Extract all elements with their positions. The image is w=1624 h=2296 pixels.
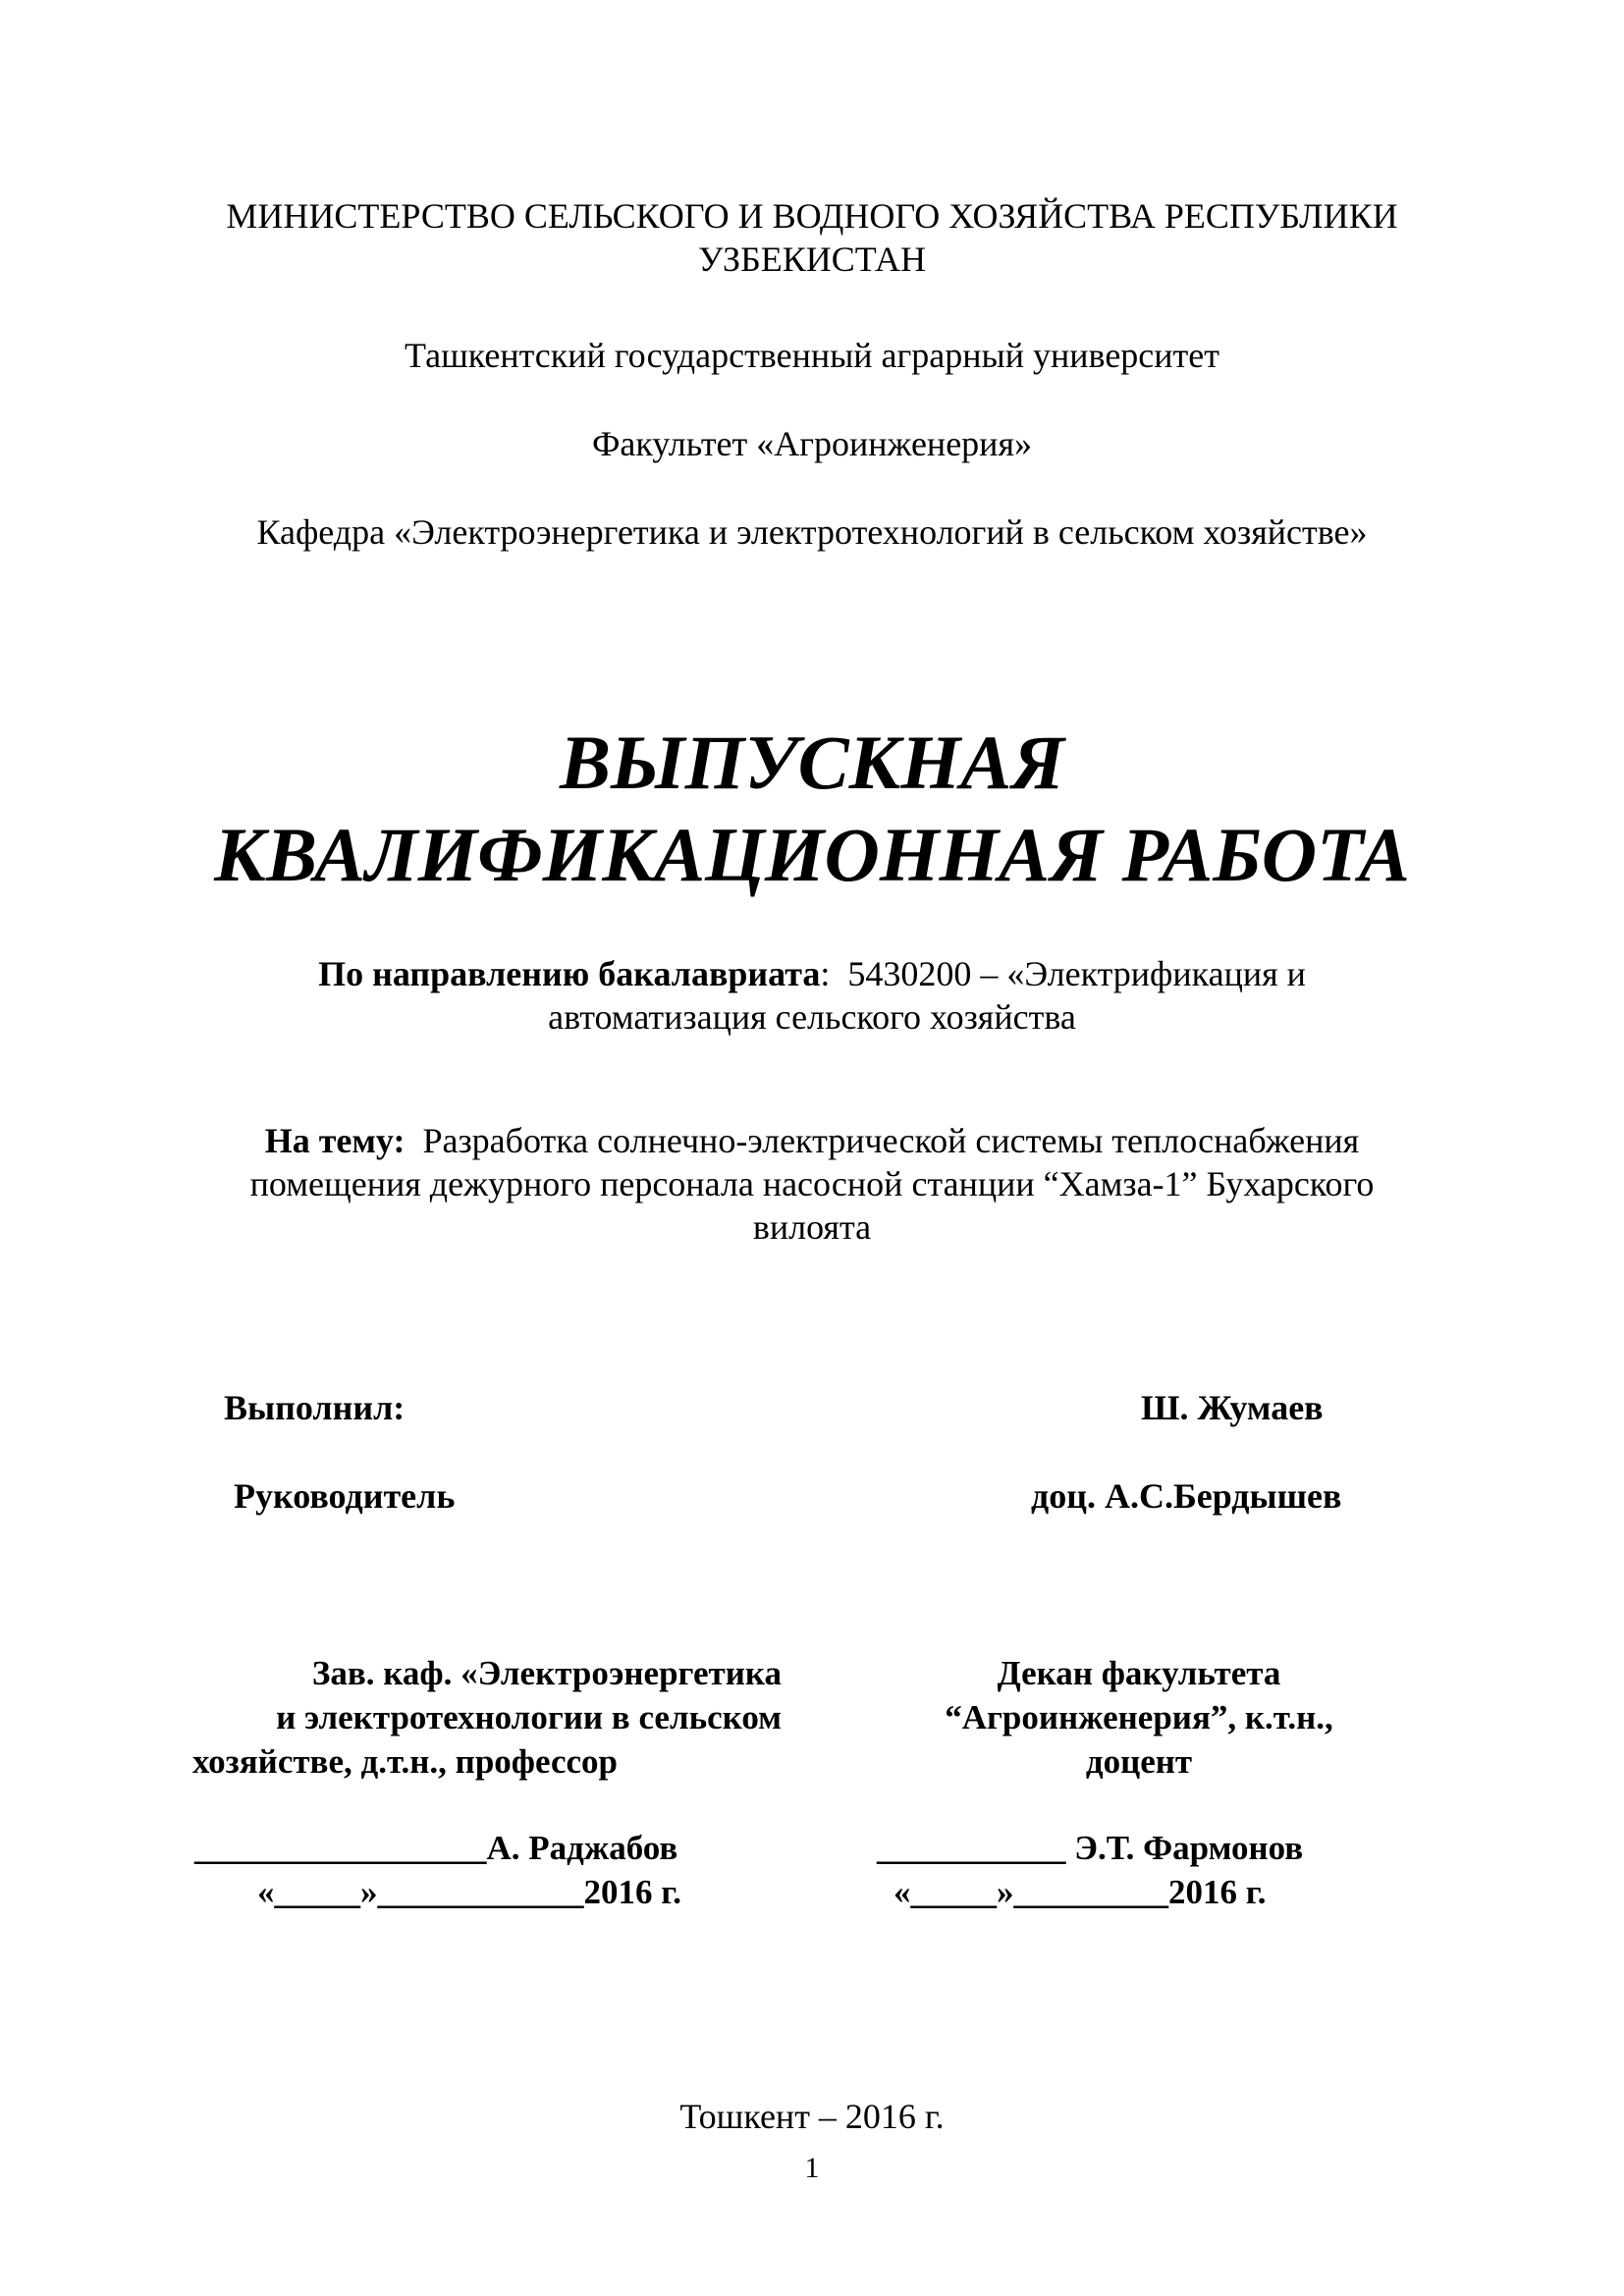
title-line-1: ВЫПУСКНАЯ	[560, 720, 1064, 805]
direction-value-2: автоматизация сельского хозяйства	[548, 997, 1076, 1037]
supervisor-name: доц. А.С.Бердышев	[1031, 1476, 1342, 1516]
hod-signature-line: _________________А. Раджабов	[194, 1829, 678, 1867]
dean-line-2: “Агроинженерия”, к.т.н.,	[945, 1698, 1333, 1736]
title-line-2: КВАЛИФИКАЦИОННАЯ РАБОТА	[214, 812, 1410, 897]
supervisor-label: Руководитель	[234, 1476, 456, 1516]
page-number: 1	[804, 2152, 820, 2184]
direction-block	[0, 952, 1624, 1039]
ministry-line-2: УЗБЕКИСТАН	[698, 240, 926, 279]
hod-line-1: Зав. каф. «Электроэнергетика	[311, 1654, 782, 1692]
faculty-name: Факультет «Агроинженерия»	[591, 424, 1032, 463]
dean-line-1: Декан факультета	[997, 1654, 1281, 1692]
topic-value-3: вилоята	[752, 1207, 872, 1247]
topic-value-2: помещения дежурного персонала насосной станции “Хамза-1” Бухарского	[249, 1164, 1375, 1203]
hod-date-line: «_____»____________2016 г.	[257, 1873, 681, 1911]
city-year: Тошкент – 2016 г.	[679, 2097, 945, 2136]
dean-title	[864, 1651, 1414, 1784]
topic-block	[0, 1119, 1624, 1249]
hod-line-3: хозяйстве, д.т.н., профессор	[192, 1742, 619, 1781]
performed-name: Ш. Жумаев	[1141, 1388, 1324, 1427]
direction-label: По направлению бакалавриата	[318, 954, 821, 993]
document-title	[0, 717, 1624, 901]
university-name: Ташкентский государственный аграрный университет	[405, 336, 1219, 375]
dean-signature-line: ___________ Э.Т. Фармонов	[877, 1829, 1304, 1867]
topic-label: На тему:	[264, 1121, 406, 1160]
ministry-line-1: МИНИСТЕРСТВО СЕЛЬСКОГО И ВОДНОГО ХОЗЯЙСТВА РЕСПУБЛИКИ	[226, 196, 1398, 236]
hod-line-2: и электротехнологии в сельском	[276, 1698, 782, 1736]
performed-label: Выполнил:	[224, 1388, 406, 1427]
department-name: Кафедра «Электроэнергетика и электротехнологий в сельском хозяйстве»	[256, 512, 1368, 552]
direction-value-1: : 5430200 – «Электрификация и	[820, 954, 1306, 993]
dean-line-3: доцент	[1085, 1742, 1193, 1781]
dean-date-line: «_____»_________2016 г.	[893, 1873, 1267, 1911]
ministry-heading	[0, 194, 1624, 281]
head-of-department-title	[192, 1651, 782, 1784]
topic-value-1: Разработка солнечно-электрической системы теплоснабжения	[405, 1121, 1360, 1160]
